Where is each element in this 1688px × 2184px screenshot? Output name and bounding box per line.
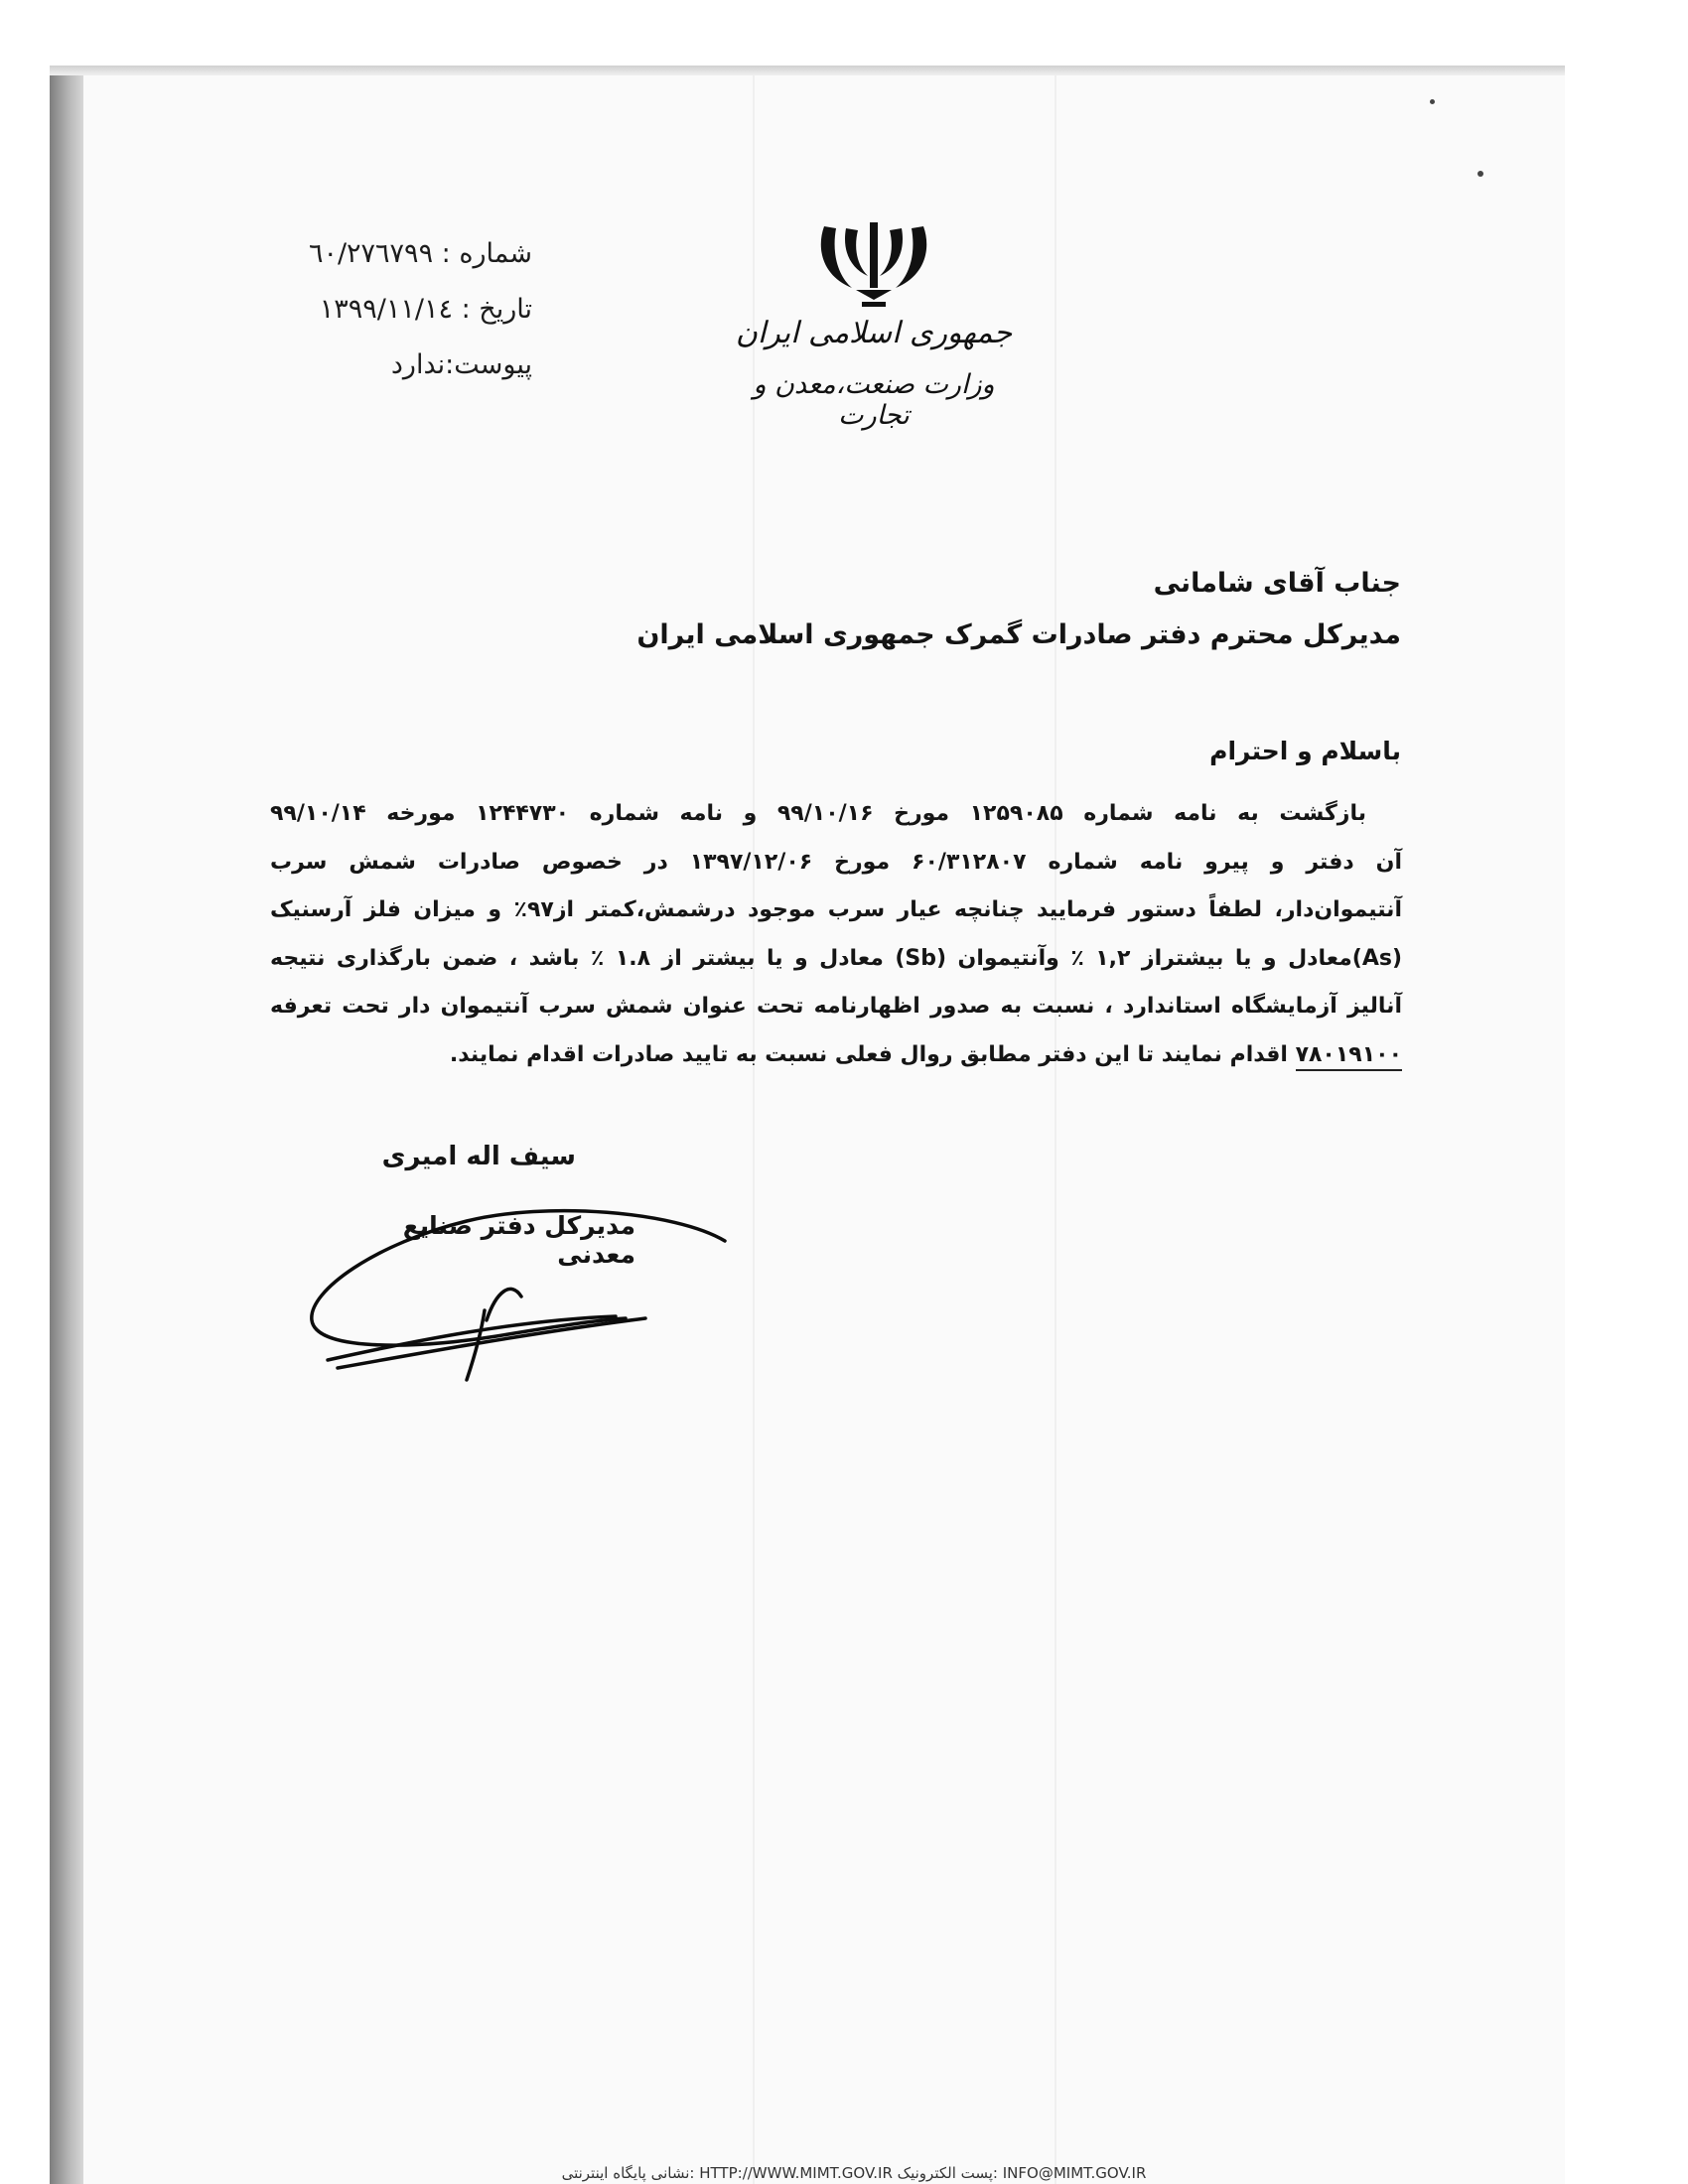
addressee-name: جناب آقای شامانی [1153, 568, 1401, 599]
body-line: آنتیموان‌دار، لطفاً دستور فرمایید چنانچه عیار سرب موجود درشمش،کمتر از۹۷٪ و میزان فلز آرسنیک [270, 897, 1402, 922]
tariff-code: ۷۸۰۱۹۱۰۰ [1296, 1042, 1402, 1071]
scan-speck [1477, 171, 1483, 177]
letter-attachment-label: پیوست: [445, 349, 532, 380]
ministry-name: وزارت صنعت،معدن و تجارت [753, 369, 995, 431]
body-line-last [270, 1031, 1402, 1080]
letter-date [234, 282, 532, 338]
letter-date-label: تاریخ : [461, 294, 532, 325]
body-line: بازگشت به نامه شماره ۱۲۵۹۰۸۵ مورخ ۹۹/۱۰/۱۶ و نامه شماره ۱۲۴۴۷۳۰ مورخه ۹۹/۱۰/۱۴ [270, 801, 1366, 826]
letter-attachment-value: ندارد [390, 349, 446, 380]
addressee-title: مدیرکل محترم دفتر صادرات گمرک جمهوری اسلامی ایران [636, 619, 1401, 650]
addressee-block [507, 558, 1401, 661]
scan-speck [1430, 99, 1435, 104]
letter-number-label: شماره : [441, 238, 532, 269]
footer-contact: INFO@MIMT.GOV.IR :پست الکترونیک HTTP://WWW.MIMT.GOV.IR :نشانی پایگاه اینترنتی [561, 2164, 1147, 2182]
iran-emblem-icon [812, 218, 935, 310]
body-line: (As)معادل و یا بیشتراز ۱,۲ ٪ وآنتیموان (Sb) معادل و یا بیشتر از ۱.۸ ٪ باشد ، ضمن بارگذاری نتیجه [270, 945, 1403, 971]
letter-date-value: ١٣٩٩/١١/١٤ [319, 294, 453, 325]
letter-meta [234, 226, 532, 393]
body-line: آن دفتر و پیرو نامه شماره ۶۰/۳۱۲۸۰۷ مورخ ۱۳۹۷/۱۲/۰۶ در خصوص صادرات شمش سرب [270, 849, 1402, 875]
ministry-letterhead [715, 218, 1033, 431]
letter-number-value: ٦٠/٢٧٦٧٩٩ [308, 238, 434, 269]
scan-edge-shadow [50, 69, 83, 2184]
body-line: آنالیز آزمایشگاه استاندارد ، نسبت به صدور اظهارنامه تحت عنوان شمش سرب آنتیموان دار تحت تعرفه [270, 994, 1402, 1019]
letter-body [270, 790, 1402, 1079]
signer-name: سیف اله امیری [381, 1142, 576, 1171]
body-line-last-text: اقدام نمایند تا این دفتر مطابق روال فعلی نسبت به تایید صادرات اقدام نمایند. [449, 1041, 1288, 1067]
scan-top-edge [50, 66, 1565, 75]
paper-fold-line [1055, 75, 1056, 2184]
letter-number [234, 226, 532, 282]
letter-attachment [234, 338, 532, 393]
handwritten-signature [298, 1201, 774, 1400]
greeting: باسلام و احترام [1209, 737, 1401, 765]
signer-title: مدیرکل دفتر صنایع معدنی [402, 1211, 635, 1269]
country-name: جمهوری اسلامی ایران [735, 316, 1013, 350]
